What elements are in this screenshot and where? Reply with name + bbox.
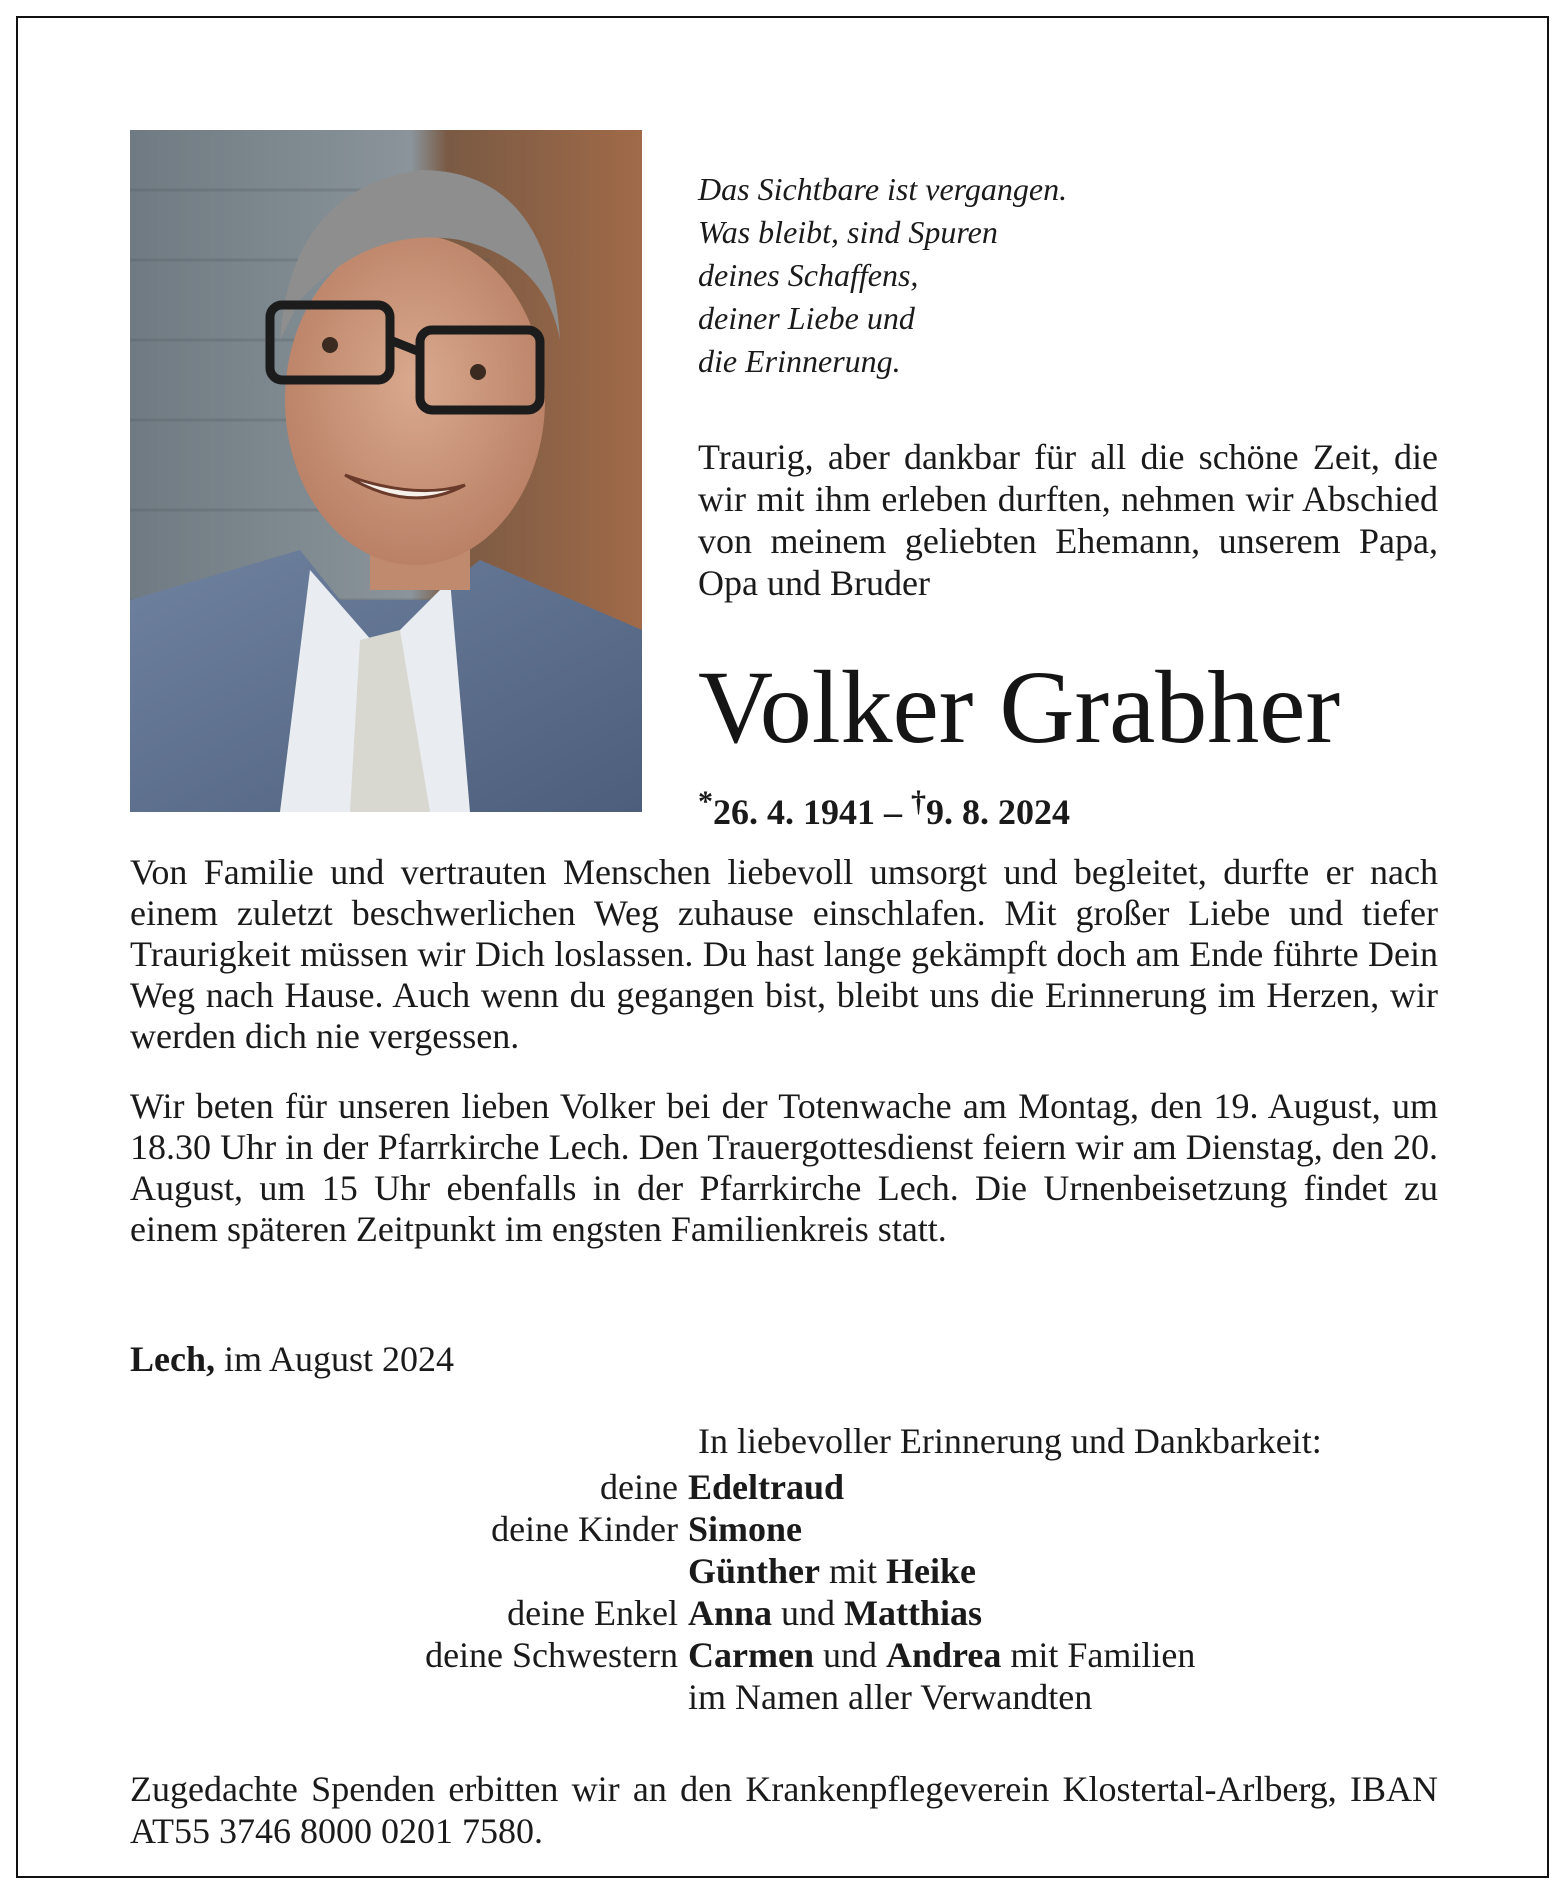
thanks-line: In liebevoller Erinnerung und Dankbarkeit:	[698, 1421, 1322, 1461]
family-row	[130, 1634, 1438, 1676]
paragraph-2: Wir beten für unseren lieben Volker bei der Totenwache am Montag, den 19. August, um 18.30 Uhr in der Pfarrkirche Lech. Den Trauergottesdienst feiern wir am Dienstag, den 20. August, um 15 Uhr ebenfalls in der Pfarrkirche Lech. Die Urnenbeisetzung findet zu einem späteren Zeitpunkt im engsten Familienkreis statt.	[130, 1086, 1438, 1249]
family-name: Anna	[688, 1593, 773, 1633]
birth-mark: *	[698, 785, 713, 818]
place-name: Lech,	[130, 1339, 215, 1379]
intro-text: Traurig, aber dankbar für all die schöne Zeit, die wir mit ihm erleben durften, nehmen wir Abschied von meinem geliebten Ehemann, unserem Papa, Opa und Bruder	[698, 437, 1438, 603]
family-label: deine	[600, 1467, 678, 1507]
family-row	[130, 1676, 1438, 1718]
death-mark: †	[911, 785, 926, 818]
family-tail: mit Familien	[1001, 1635, 1196, 1675]
family-name: Matthias	[844, 1593, 983, 1633]
paragraph-1: Von Familie und vertrauten Menschen liebevoll umsorgt und begleitet, durfte er nach einem zuletzt beschwerlichen Weg zuhause einschlafen. Mit großer Liebe und tiefer Traurigkeit müssen wir Dich loslassen. Du hast lange gekämpft doch am Ende führte Dein Weg nach Hause. Auch wenn du gegangen bist, bleibt uns die Erinnerung im Herzen, wir werden dich nie vergessen.	[130, 852, 1438, 1056]
family-row	[130, 1508, 1438, 1550]
family-name: Günther	[688, 1551, 821, 1591]
family-name: Heike	[886, 1551, 977, 1591]
birth-date: 26. 4. 1941	[713, 792, 875, 832]
family-note: im Namen aller Verwandten	[688, 1677, 1093, 1717]
death-date: 9. 8. 2024	[926, 792, 1070, 832]
family-label: deine Kinder	[491, 1509, 678, 1549]
family-row	[130, 1466, 1438, 1508]
family-label: deine Schwestern	[425, 1635, 678, 1675]
family-sep: und	[772, 1593, 845, 1633]
family-name: Carmen	[688, 1635, 814, 1675]
deceased-name: Volker Grabher	[698, 650, 1341, 765]
family-row	[130, 1550, 1438, 1592]
family-sep: mit	[820, 1551, 887, 1591]
family-name: Edeltraud	[688, 1467, 845, 1507]
donation-note: Zugedachte Spenden erbitten wir an den Krankenpflegeverein Klostertal-Arlberg, IBAN AT55 3746 8000 0201 7580.	[130, 1769, 1438, 1851]
family-label: deine Enkel	[507, 1593, 678, 1633]
family-name: Andrea	[885, 1635, 1002, 1675]
date-dash: –	[875, 792, 911, 832]
family-label	[130, 1676, 688, 1718]
place-date	[130, 1338, 454, 1380]
poem-quote: Das Sichtbare ist vergangen. Was bleibt, sind Spuren deines Schaffens, deiner Liebe und die Erinnerung.	[698, 171, 1068, 379]
family-list	[130, 1466, 1438, 1718]
family-label	[130, 1550, 688, 1592]
family-row	[130, 1592, 1438, 1634]
portrait-photo	[130, 130, 642, 812]
life-dates	[698, 780, 1070, 834]
family-name: Simone	[688, 1509, 803, 1549]
family-sep: und	[813, 1635, 886, 1675]
place-date-text: im August 2024	[215, 1339, 455, 1379]
